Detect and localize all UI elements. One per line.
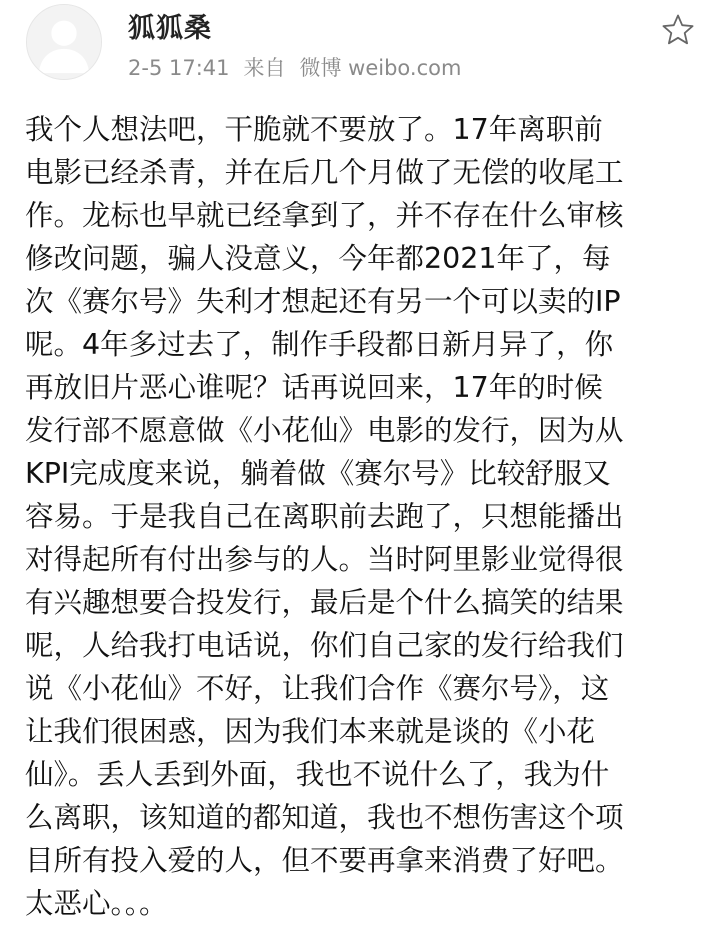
author-name[interactable]: 狐狐桑	[128, 13, 212, 44]
post-body-line: KPI完成度来说，躺着做《赛尔号》比较舒服又	[25, 457, 611, 490]
post-body-line: 太恶心。。。	[25, 887, 168, 920]
post-body-line: 呢，人给我打电话说，你们自己家的发行给我们	[25, 629, 624, 662]
post-body-line: 目所有投入爱的人，但不要再拿来消费了好吧。	[25, 844, 624, 877]
default-avatar-icon[interactable]	[26, 4, 102, 80]
post-body-line: 有兴趣想要合投发行，最后是个什么搞笑的结果	[25, 586, 624, 619]
post-body-line: 让我们很困惑，因为我们本来就是谈的《小花	[25, 715, 596, 748]
post-meta	[128, 52, 461, 82]
post-body-line: 仙》。丢人丢到外面，我也不说什么了，我为什	[25, 758, 610, 791]
post-body-line: 对得起所有付出参与的人。当时阿里影业觉得很	[25, 543, 624, 576]
post-body-line: 容易。于是我自己在离职前去跑了，只想能播出	[25, 500, 624, 533]
post-body-line: 作。龙标也早就已经拿到了，并不存在什么审核	[25, 199, 624, 232]
post-source[interactable]: 微博 weibo.com	[299, 56, 462, 80]
post-body-line: 说《小花仙》不好，让我们合作《赛尔号》，这	[25, 672, 610, 705]
post-body-line: 么离职，该知道的都知道，我也不想伤害这个项	[25, 801, 624, 834]
post-body-line: 再放旧片恶心谁呢？话再说回来，17年的时候	[25, 371, 603, 404]
post-body-line: 我个人想法吧，干脆就不要放了。17年离职前	[25, 113, 603, 146]
post-body-line: 呢。4年多过去了，制作手段都日新月异了，你	[25, 328, 614, 361]
star-outline-icon[interactable]	[660, 12, 696, 48]
post-body-line: 电影已经杀青，并在后几个月做了无偿的收尾工	[25, 156, 624, 189]
post-source-prefix: 来自	[243, 56, 286, 80]
post-header	[0, 0, 720, 96]
post-timestamp: 2-5 17:41	[128, 56, 230, 80]
post-body-line: 修改问题，骗人没意义，今年都2021年了，每	[25, 242, 611, 275]
post-body-line: 发行部不愿意做《小花仙》电影的发行，因为从	[25, 414, 624, 447]
post-body-line: 次《赛尔号》失利才想起还有另一个可以卖的IP	[25, 285, 621, 318]
post-body	[25, 108, 697, 925]
